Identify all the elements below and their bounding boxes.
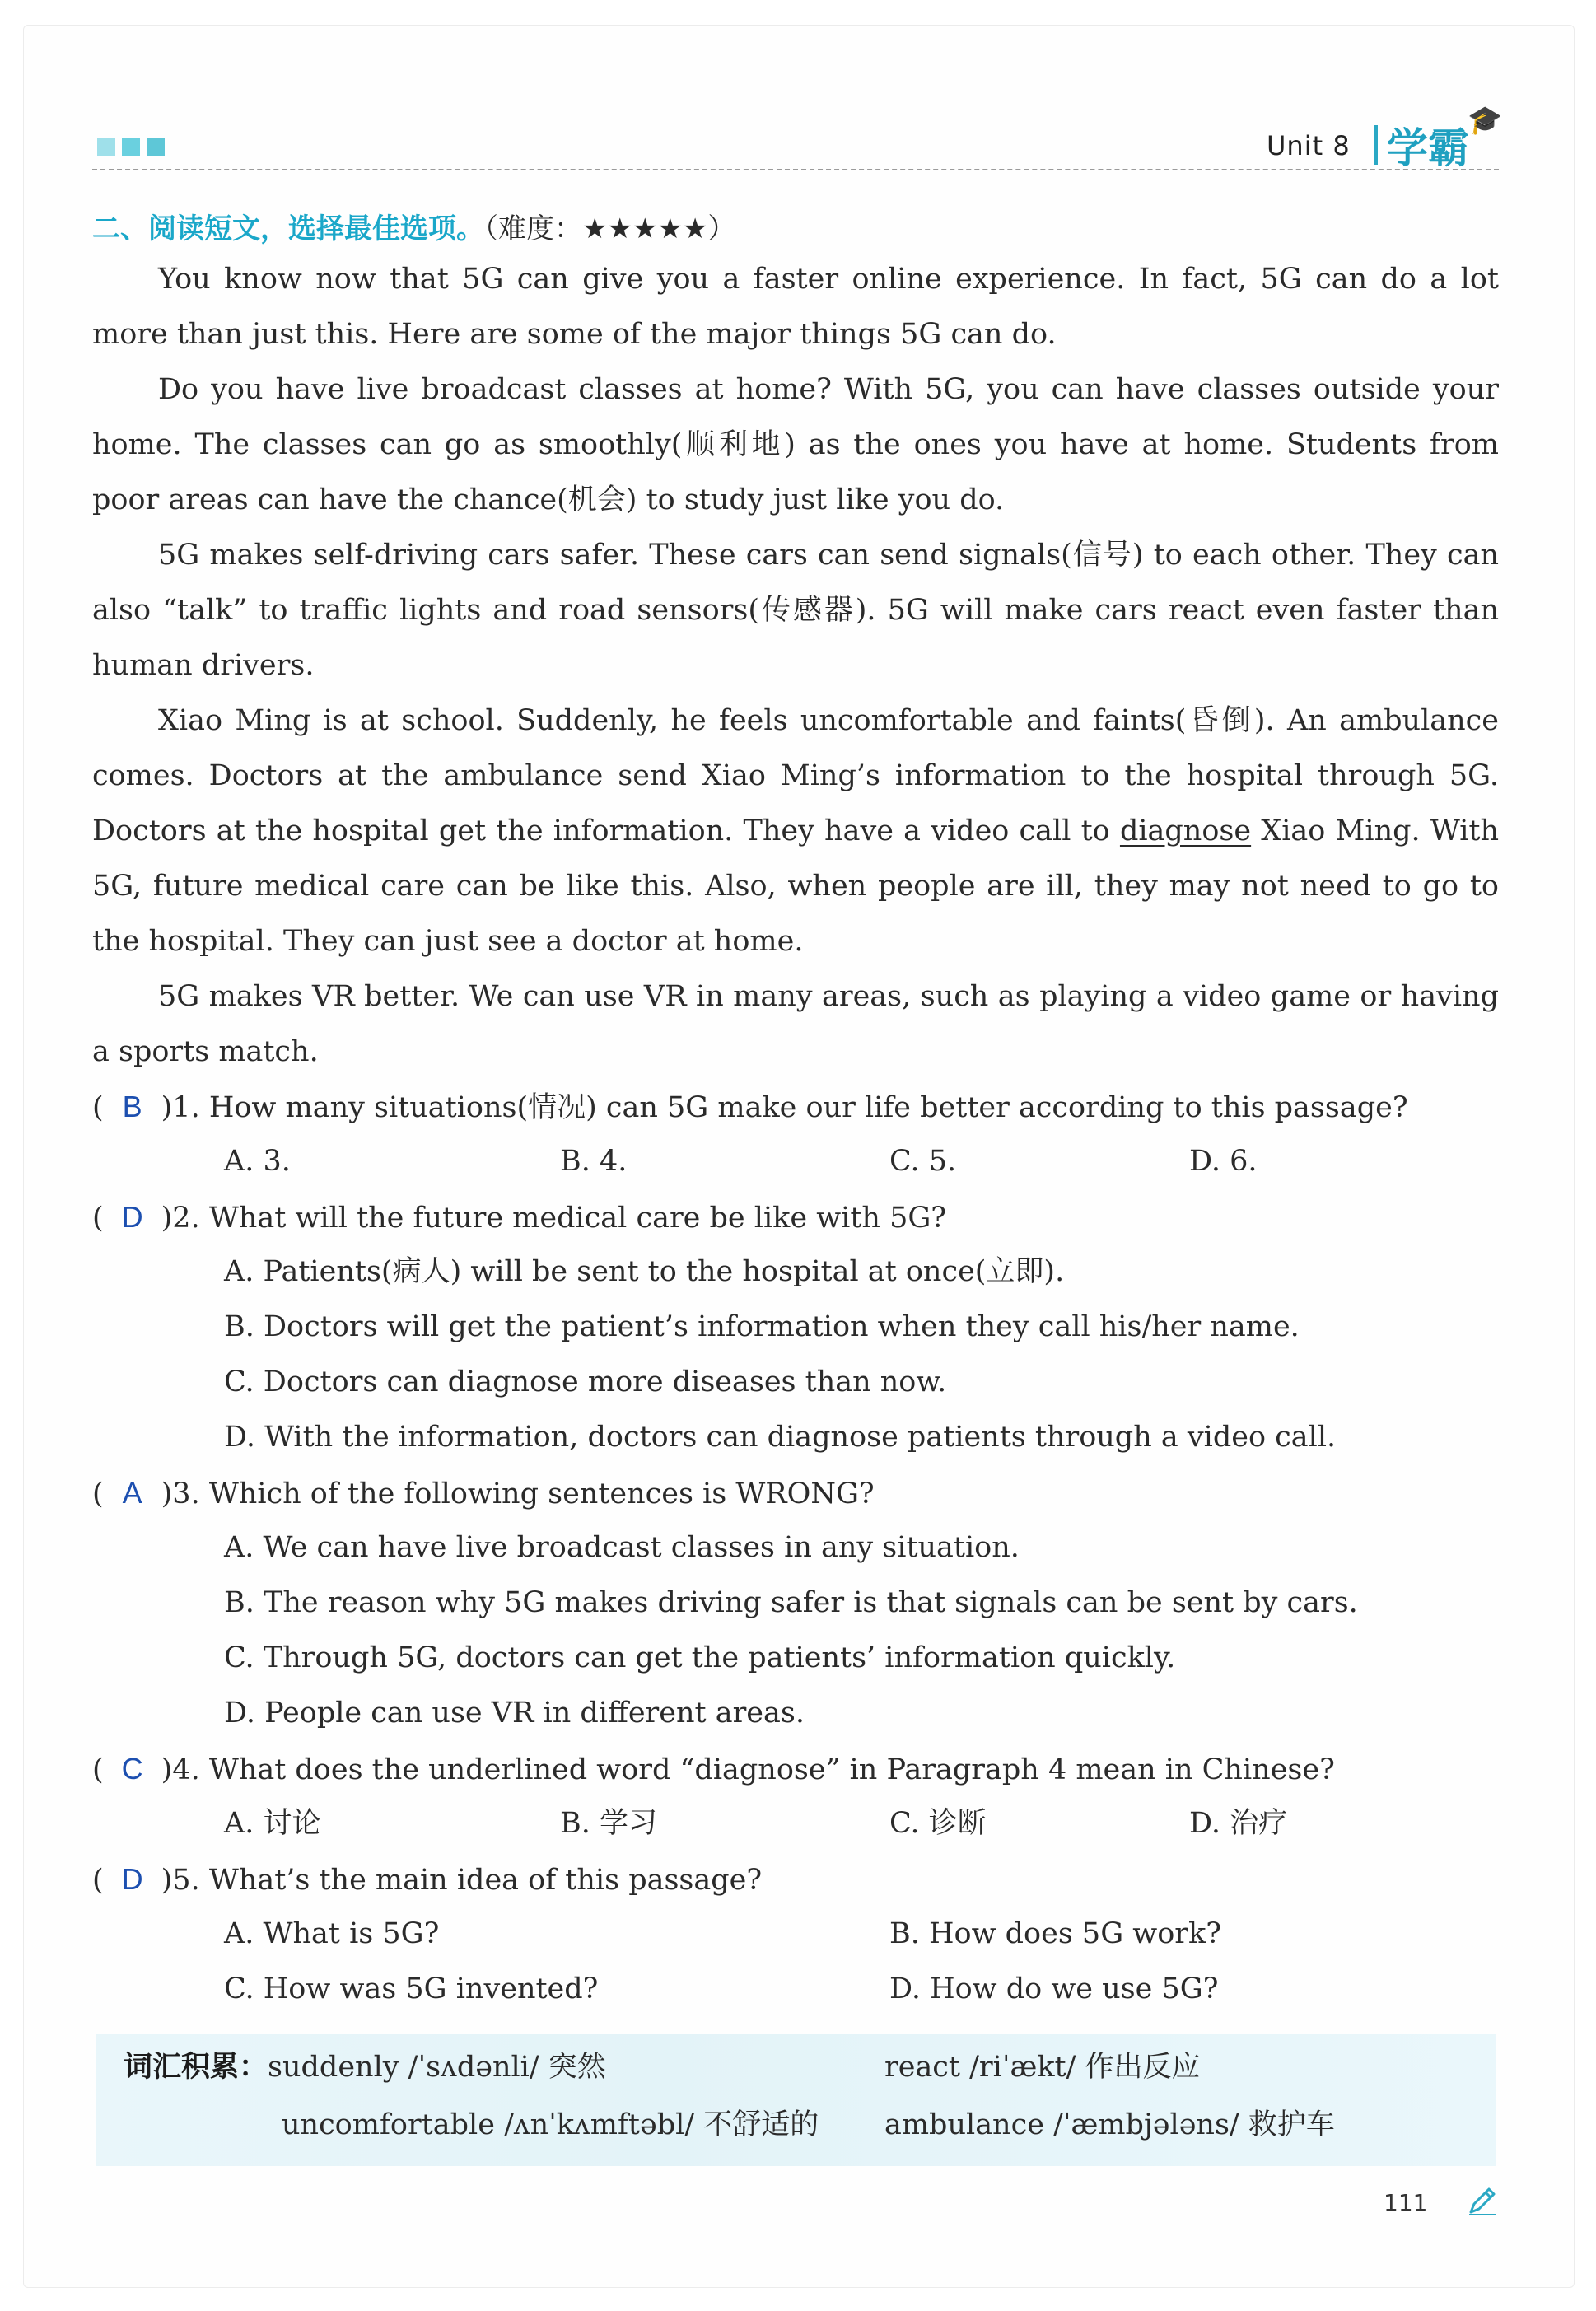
section-heading: 二、阅读短文，选择最佳选项。 [92, 212, 484, 245]
page-number: 111 [1384, 2189, 1428, 2216]
question-4: ( C )4. What does the underlined word “diagnose” in Paragraph 4 mean in Chinese? [92, 1741, 1499, 1796]
paragraph-1: You know now that 5G can give you a faster online experience. In fact, 5G can do a lot more than just this. Here are some of the major things 5G can do. [92, 263, 1499, 351]
unit-label: Unit 8 [1267, 130, 1351, 161]
question-5: ( D )5. What’s the main idea of this passage? [92, 1851, 1499, 1907]
vocab-word: uncomfortable /ʌnˈkʌmftəbl/ 不舒适的 [282, 2108, 819, 2141]
option[interactable]: B. 学习 [560, 1807, 657, 1840]
option[interactable]: A. 讨论 [224, 1807, 321, 1840]
option[interactable]: B. Doctors will get the patient’s information when they call his/her name. [224, 1310, 1300, 1343]
option[interactable]: C. Doctors can diagnose more diseases than now. [224, 1366, 947, 1398]
paragraph-4-part-a: Xiao Ming is at school. Suddenly, he feels uncomfortable and faints(昏倒). An ambulance comes. Doctors at the ambulance send Xiao Ming’s information to the hospital through 5G. Doctors at the hospital get the information. They have a video call to [92, 704, 1499, 847]
option[interactable]: C. 5. [889, 1145, 957, 1178]
paragraph-5: 5G makes VR better. We can use VR in many areas, such as playing a video game or having a sports match. [92, 980, 1499, 1068]
option[interactable]: A. We can have live broadcast classes in any situation. [224, 1531, 1020, 1564]
option[interactable]: A. Patients(病人) will be sent to the hospital at once(立即). [224, 1255, 1065, 1288]
option[interactable]: D. 治疗 [1189, 1807, 1288, 1840]
option[interactable]: B. The reason why 5G makes driving safer is that signals can be sent by cars. [224, 1586, 1358, 1619]
question-1: ( B )1. How many situations(情况) can 5G make our life better according to this passage? [92, 1079, 1499, 1134]
vocab-row-1-left [124, 2044, 606, 2085]
option[interactable]: C. How was 5G invented? [224, 1973, 599, 2005]
option[interactable]: A. 3. [224, 1145, 291, 1178]
vocab-label: 词汇积累： [124, 2051, 268, 2084]
section-title [92, 206, 735, 246]
brand-divider [1374, 125, 1378, 165]
question-3-stem: )3. Which of the following sentences is WRONG? [161, 1478, 875, 1510]
option[interactable]: D. People can use VR in different areas. [224, 1697, 805, 1730]
option[interactable]: B. 4. [560, 1145, 628, 1178]
option[interactable]: D. How do we use 5G? [889, 1973, 1219, 2005]
question-2: ( D )2. What will the future medical care be like with 5G? [92, 1189, 1499, 1244]
reading-passage [92, 252, 1499, 1080]
question-1-stem: )1. How many situations(情况) can 5G make our life better according to this passage? [161, 1091, 1408, 1124]
vocab-word: suddenly /ˈsʌdənli/ 突然 [268, 2051, 606, 2084]
paragraph-4 [92, 693, 1499, 969]
paragraph-2: Do you have live broadcast classes at home? With 5G, you can have classes outside your home. The classes can go as smoothly(顺利地) as the ones you have at home. Students from poor areas can have the chance(机会) to study just like you do. [92, 373, 1499, 516]
answer-5[interactable]: D [121, 1862, 143, 1896]
question-5-options-row-2 [92, 1962, 1499, 2017]
answer-4[interactable]: C [121, 1752, 143, 1786]
question-list [92, 1079, 1499, 2017]
answer-2[interactable]: D [121, 1200, 143, 1234]
vocabulary-box [96, 2034, 1496, 2166]
question-1-options [92, 1134, 1499, 1189]
brand-logo: 学霸 [1387, 124, 1469, 172]
paragraph-4-part-b: Xiao Ming. With 5G, future medical care can be like this. Also, when people are ill, they may not need to go to the hospital. They can just see a doctor at home. [92, 815, 1499, 958]
difficulty-rating: （难度：★★★★★） [484, 212, 736, 245]
graduation-cap-icon: 🎓 [1468, 104, 1503, 137]
question-4-stem: )4. What does the underlined word “diagnose” in Paragraph 4 mean in Chinese? [161, 1753, 1335, 1786]
question-3: ( A )3. Which of the following sentences is WRONG? [92, 1465, 1499, 1520]
option[interactable]: C. Through 5G, doctors can get the patients’ information quickly. [224, 1641, 1176, 1674]
option[interactable]: B. How does 5G work? [889, 1917, 1222, 1950]
paragraph-3: 5G makes self-driving cars safer. These cars can send signals(信号) to each other. They can also “talk” to traffic lights and road sensors(传感器). 5G will make cars react even faster than human drivers. [92, 539, 1499, 682]
vocab-word: ambulance /ˈæmbjələns/ 救护车 [884, 2108, 1335, 2141]
answer-1[interactable]: B [122, 1090, 142, 1123]
vocab-word: react /riˈækt/ 作出反应 [884, 2051, 1201, 2084]
option[interactable]: D. 6. [1189, 1145, 1258, 1178]
option[interactable]: C. 诊断 [889, 1807, 987, 1840]
header-divider [92, 169, 1499, 170]
underlined-word: diagnose [1119, 815, 1252, 847]
header-decoration [97, 138, 165, 156]
question-5-options-row-1 [92, 1907, 1499, 1962]
question-5-stem: )5. What’s the main idea of this passage? [161, 1864, 763, 1897]
pencil-icon [1466, 2184, 1499, 2217]
option[interactable]: A. What is 5G? [224, 1917, 440, 1950]
answer-3[interactable]: A [122, 1476, 142, 1510]
question-4-options [92, 1796, 1499, 1851]
question-2-stem: )2. What will the future medical care be like with 5G? [161, 1202, 947, 1235]
option[interactable]: D. With the information, doctors can diagnose patients through a video call. [224, 1421, 1337, 1454]
